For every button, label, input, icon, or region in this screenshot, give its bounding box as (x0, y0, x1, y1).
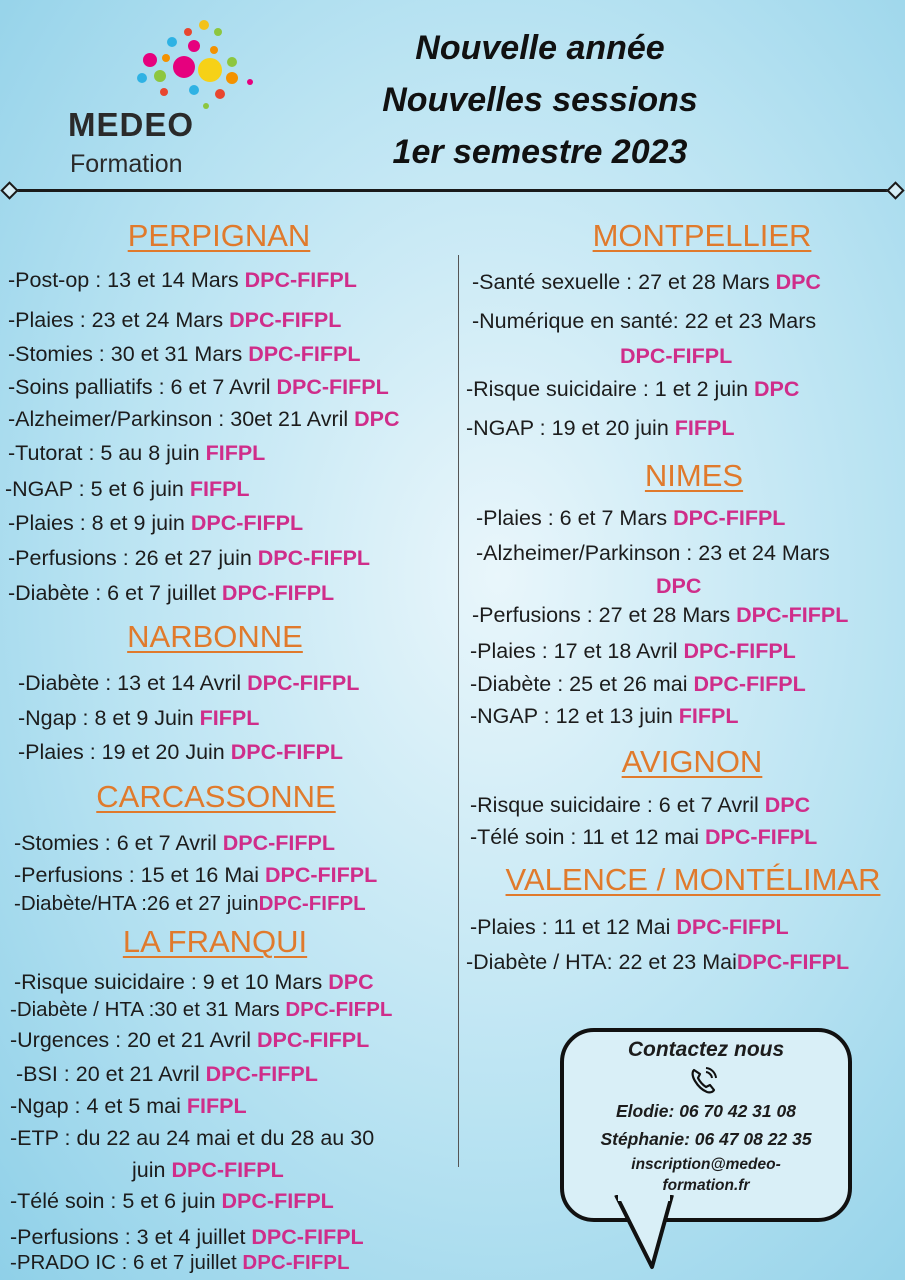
logo-dots-icon (128, 20, 258, 115)
session-item: -NGAP : 19 et 20 juin FIFPL (466, 416, 735, 440)
session-item: -NGAP : 5 et 6 juin FIFPL (5, 477, 250, 501)
session-item: -Perfusions : 27 et 28 Mars DPC-FIFPL (472, 603, 849, 627)
city-la-franqui: LA FRANQUI (122, 924, 308, 959)
session-item: -Diabète : 6 et 7 juillet DPC-FIFPL (8, 581, 335, 605)
session-item: -Perfusions : 26 et 27 juin DPC-FIFPL (8, 546, 371, 570)
phone-icon (688, 1066, 718, 1096)
session-item: -Plaies : 23 et 24 Mars DPC-FIFPL (8, 308, 342, 332)
session-item: -Tutorat : 5 au 8 juin FIFPL (8, 441, 266, 465)
session-item: juin DPC-FIFPL (132, 1158, 284, 1182)
city-montpellier: MONTPELLIER (592, 218, 812, 253)
contact-email-line-2: formation.fr (662, 1177, 750, 1194)
speech-bubble-tail-icon (600, 1195, 700, 1275)
city-avignon: AVIGNON (621, 744, 763, 779)
divider-right-diamond-icon (886, 181, 904, 199)
contact-email-line-1: inscription@medeo- (631, 1156, 781, 1173)
session-item: DPC-FIFPL (620, 344, 733, 368)
session-item: -Risque suicidaire : 9 et 10 Mars DPC (14, 970, 374, 994)
title-line-1: Nouvelle année (415, 29, 665, 67)
session-item: -NGAP : 12 et 13 juin FIFPL (470, 704, 739, 728)
session-item: -Risque suicidaire : 6 et 7 Avril DPC (470, 793, 811, 817)
session-item: -ETP : du 22 au 24 mai et du 28 au 30 (10, 1126, 375, 1150)
session-item: -Urgences : 20 et 21 Avril DPC-FIFPL (10, 1028, 370, 1052)
title-line-3: 1er semestre 2023 (392, 133, 688, 171)
session-item: -Soins palliatifs : 6 et 7 Avril DPC-FIFPL (8, 375, 389, 399)
session-item: -Diabète : 13 et 14 Avril DPC-FIFPL (18, 671, 360, 695)
city-nimes: NIMES (644, 458, 744, 493)
page-title (330, 22, 750, 178)
session-item: -PRADO IC : 6 et 7 juillet DPC-FIFPL (10, 1251, 350, 1274)
session-item: -Alzheimer/Parkinson : 23 et 24 Mars (476, 541, 830, 565)
brand-sub: Formation (70, 150, 183, 178)
session-item: -Plaies : 11 et 12 Mai DPC-FIFPL (470, 915, 789, 939)
session-item: -Ngap : 4 et 5 mai FIFPL (10, 1094, 247, 1118)
session-item: -Perfusions : 3 et 4 juillet DPC-FIFPL (10, 1225, 364, 1249)
session-item: -Diabète : 25 et 26 mai DPC-FIFPL (470, 672, 806, 696)
city-narbonne: NARBONNE (127, 619, 303, 654)
header-divider (8, 189, 898, 192)
session-item: -Risque suicidaire : 1 et 2 juin DPC (466, 377, 800, 401)
session-item: -Plaies : 19 et 20 Juin DPC-FIFPL (18, 740, 344, 764)
session-item: -Diabète / HTA :30 et 31 Mars DPC-FIFPL (10, 998, 393, 1021)
session-item: -Plaies : 8 et 9 juin DPC-FIFPL (8, 511, 304, 535)
session-item: -Diabète / HTA: 22 et 23 MaiDPC-FIFPL (466, 950, 850, 974)
city-carcassonne: CARCASSONNE (96, 779, 336, 814)
session-item: -Post-op : 13 et 14 Mars DPC-FIFPL (8, 268, 357, 292)
session-item: -Numérique en santé: 22 et 23 Mars (472, 309, 817, 333)
session-item: -Ngap : 8 et 9 Juin FIFPL (18, 706, 260, 730)
session-item: -Télé soin : 11 et 12 mai DPC-FIFPL (470, 825, 818, 849)
session-item: -Télé soin : 5 et 6 juin DPC-FIFPL (10, 1189, 334, 1213)
session-item: -Alzheimer/Parkinson : 30et 21 Avril DPC (8, 407, 400, 431)
session-item: -Santé sexuelle : 27 et 28 Mars DPC (472, 270, 821, 294)
medeo-logo (68, 20, 258, 178)
contact-elodie: Elodie: 06 70 42 31 08 (616, 1101, 796, 1121)
session-item: -Plaies : 6 et 7 Mars DPC-FIFPL (476, 506, 786, 530)
contact-stephanie: Stéphanie: 06 47 08 22 35 (600, 1129, 812, 1149)
session-item: -Diabète/HTA :26 et 27 juinDPC-FIFPL (14, 892, 366, 915)
session-item: -Stomies : 30 et 31 Mars DPC-FIFPL (8, 342, 361, 366)
session-item: -Stomies : 6 et 7 Avril DPC-FIFPL (14, 831, 335, 855)
session-item: DPC (656, 574, 702, 598)
session-item: -Plaies : 17 et 18 Avril DPC-FIFPL (470, 639, 796, 663)
title-line-2: Nouvelles sessions (382, 81, 698, 119)
city-valence-montelimar: VALENCE / MONTÉLIMAR (505, 862, 881, 897)
session-item: -Perfusions : 15 et 16 Mai DPC-FIFPL (14, 863, 378, 887)
column-divider (458, 255, 459, 1167)
divider-left-diamond-icon (0, 181, 18, 199)
brand-name: MEDEO (68, 106, 195, 143)
city-perpignan: PERPIGNAN (127, 218, 311, 253)
session-item: -BSI : 20 et 21 Avril DPC-FIFPL (16, 1062, 318, 1086)
contact-title: Contactez nous (627, 1038, 785, 1061)
